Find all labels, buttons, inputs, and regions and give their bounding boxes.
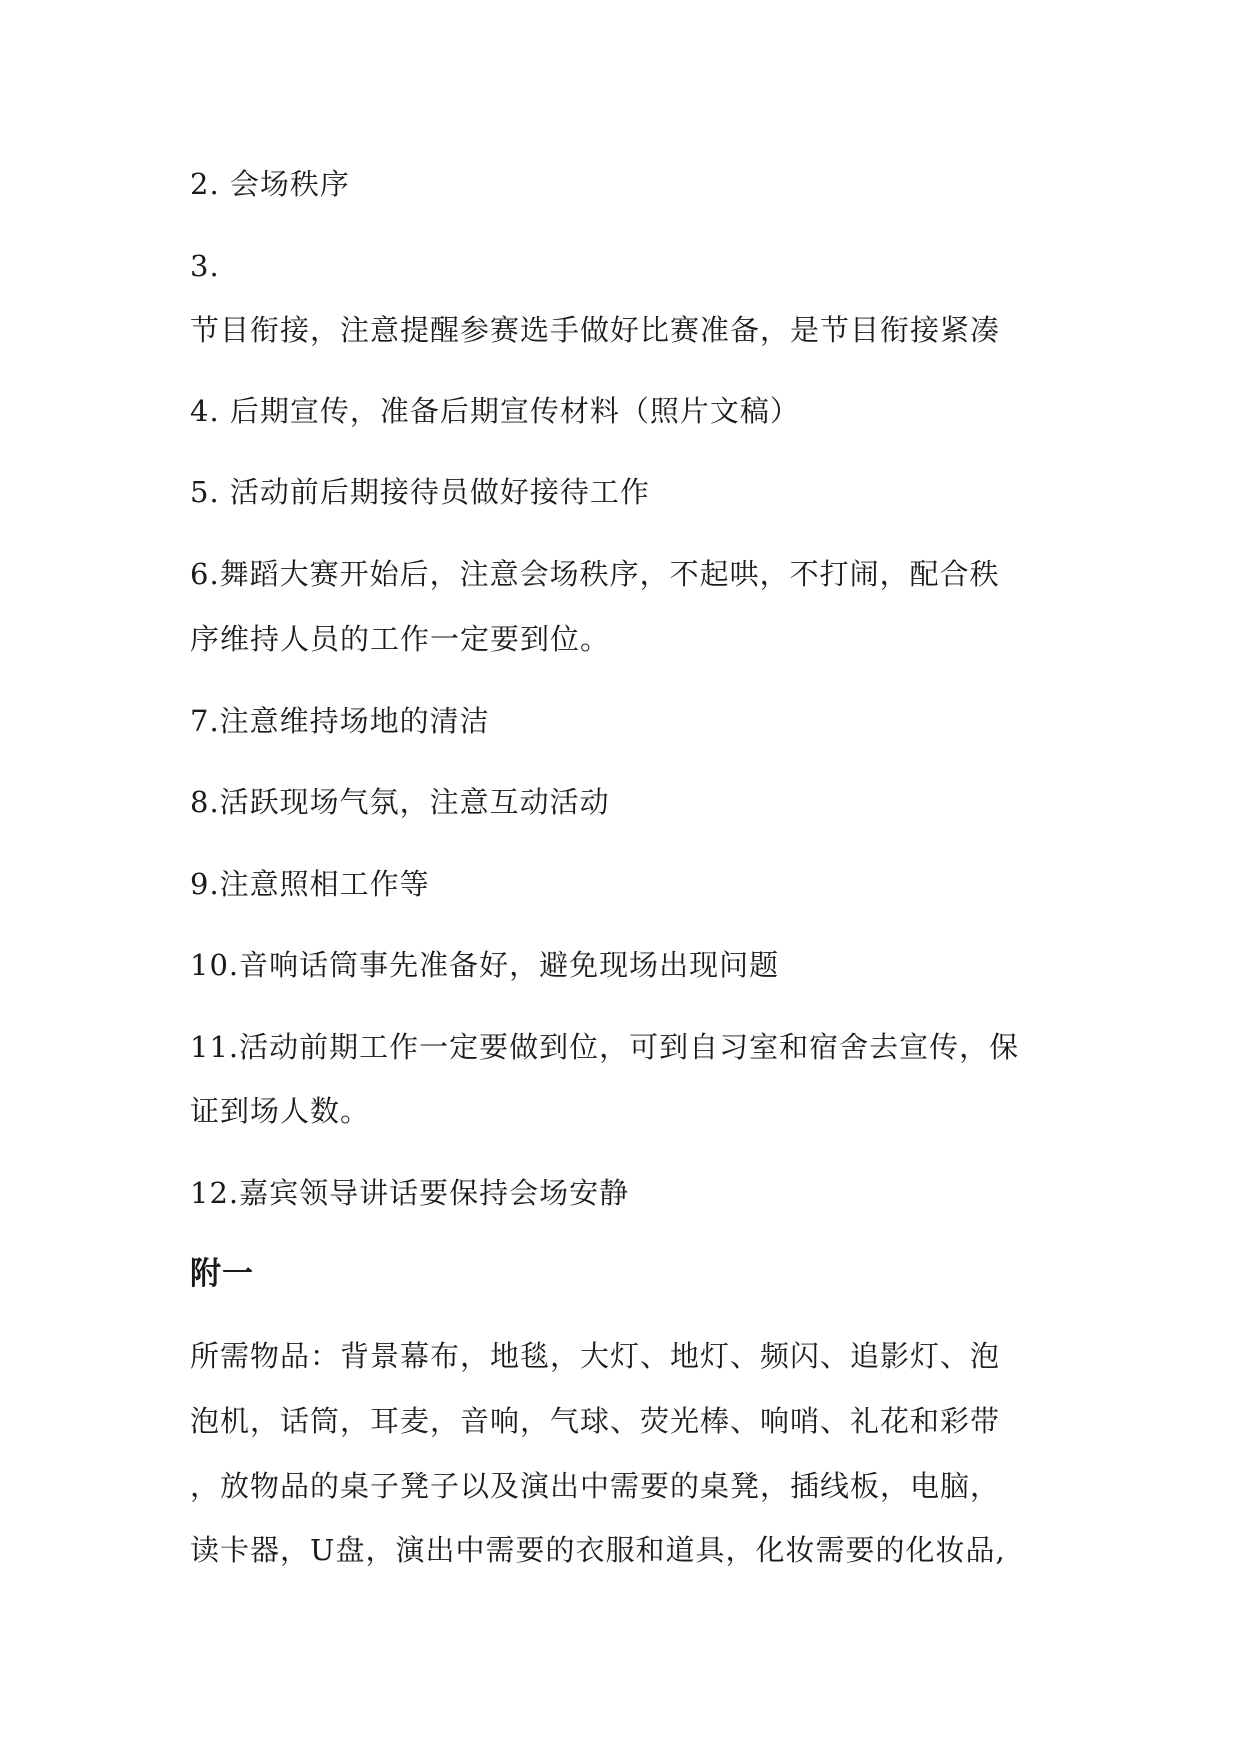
list-item-3-text: 节目衔接，注意提醒参赛选手做好比赛准备，是节目衔接紧凑 xyxy=(190,313,1001,347)
list-item-8: 8.活跃现场气氛，注意互动活动 xyxy=(190,785,610,819)
list-item-3-number: 3. xyxy=(190,249,220,283)
list-item-4: 4. 后期宣传，准备后期宣传材料（照片文稿） xyxy=(190,394,800,428)
list-item-7: 7.注意维持场地的清洁 xyxy=(190,704,490,738)
list-item-12: 12.嘉宾领导讲话要保持会场安静 xyxy=(190,1176,630,1210)
appendix-line-2: 泡机，话筒，耳麦，音响，气球、荧光棒、响哨、礼花和彩带 xyxy=(190,1404,1001,1438)
list-item-11-line1: 11.活动前期工作一定要做到位，可到自习室和宿舍去宣传，保 xyxy=(190,1030,1020,1064)
appendix-heading: 附一 xyxy=(190,1256,254,1292)
list-item-11-line2: 证到场人数。 xyxy=(190,1094,371,1128)
appendix-line-4: 读卡器，U盘，演出中需要的衣服和道具，化妆需要的化妆品, xyxy=(190,1533,1006,1567)
list-item-2: 2. 会场秩序 xyxy=(190,167,350,201)
appendix-line-1: 所需物品：背景幕布，地毯，大灯、地灯、频闪、追影灯、泡 xyxy=(190,1339,1001,1373)
list-item-6-line1: 6.舞蹈大赛开始后，注意会场秩序，不起哄，不打闹，配合秩 xyxy=(190,557,1000,591)
list-item-5: 5. 活动前后期接待员做好接待工作 xyxy=(190,475,650,509)
appendix-line-3: ，放物品的桌子凳子以及演出中需要的桌凳，插线板，电脑， xyxy=(190,1469,1001,1503)
list-item-9: 9.注意照相工作等 xyxy=(190,867,430,901)
list-item-10: 10.音响话筒事先准备好，避免现场出现问题 xyxy=(190,948,780,982)
list-item-6-line2: 序维持人员的工作一定要到位。 xyxy=(190,622,611,656)
